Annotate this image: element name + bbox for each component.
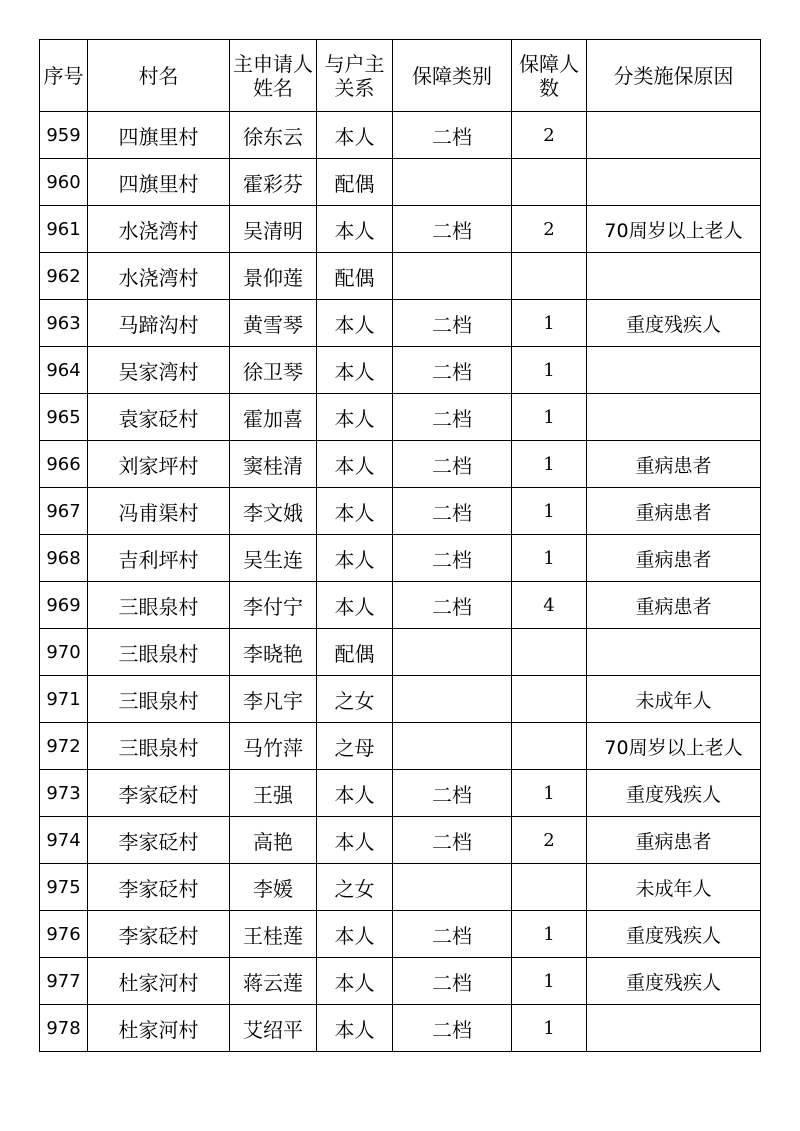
table-row <box>40 582 761 629</box>
cell-relation: 之女 <box>317 676 393 723</box>
cell-count: 1 <box>512 347 587 394</box>
cell-reason: 重病患者 <box>587 817 761 864</box>
cell-relation: 本人 <box>317 535 393 582</box>
cell-village: 冯甫渠村 <box>88 488 230 535</box>
cell-village: 马蹄沟村 <box>88 300 230 347</box>
table-row <box>40 206 761 253</box>
cell-relation: 本人 <box>317 488 393 535</box>
cell-count: 1 <box>512 1005 587 1052</box>
cell-reason: 重度残疾人 <box>587 770 761 817</box>
cell-count <box>512 676 587 723</box>
table-row <box>40 300 761 347</box>
cell-category: 二档 <box>393 1005 512 1052</box>
table-row <box>40 253 761 300</box>
cell-reason: 重病患者 <box>587 488 761 535</box>
cell-reason <box>587 394 761 441</box>
header-count: 保障人数 <box>512 40 587 112</box>
cell-count: 1 <box>512 441 587 488</box>
cell-applicant-name: 高艳 <box>230 817 317 864</box>
cell-applicant-name: 李付宁 <box>230 582 317 629</box>
cell-category <box>393 676 512 723</box>
cell-reason: 70周岁以上老人 <box>587 206 761 253</box>
cell-category <box>393 159 512 206</box>
cell-village: 三眼泉村 <box>88 582 230 629</box>
cell-applicant-name: 李凡宇 <box>230 676 317 723</box>
cell-applicant-name: 霍彩芬 <box>230 159 317 206</box>
table-row <box>40 535 761 582</box>
table-row <box>40 1005 761 1052</box>
table-row <box>40 394 761 441</box>
cell-seq: 962 <box>40 253 88 300</box>
cell-relation: 本人 <box>317 958 393 1005</box>
cell-reason: 重病患者 <box>587 582 761 629</box>
cell-count: 1 <box>512 770 587 817</box>
cell-applicant-name: 李晓艳 <box>230 629 317 676</box>
cell-village: 四旗里村 <box>88 159 230 206</box>
cell-village: 三眼泉村 <box>88 629 230 676</box>
cell-village: 水浇湾村 <box>88 206 230 253</box>
header-reason: 分类施保原因 <box>587 40 761 112</box>
cell-applicant-name: 窦桂清 <box>230 441 317 488</box>
table-row <box>40 770 761 817</box>
cell-applicant-name: 吴清明 <box>230 206 317 253</box>
table-row <box>40 347 761 394</box>
cell-category <box>393 864 512 911</box>
cell-reason: 70周岁以上老人 <box>587 723 761 770</box>
cell-count: 2 <box>512 206 587 253</box>
cell-applicant-name: 李媛 <box>230 864 317 911</box>
assistance-roster-table <box>39 39 761 1052</box>
cell-applicant-name: 徐东云 <box>230 112 317 159</box>
cell-count <box>512 159 587 206</box>
cell-relation: 配偶 <box>317 159 393 206</box>
table-header <box>40 40 761 112</box>
table-row <box>40 112 761 159</box>
cell-village: 三眼泉村 <box>88 676 230 723</box>
cell-village: 水浇湾村 <box>88 253 230 300</box>
cell-village: 吴家湾村 <box>88 347 230 394</box>
cell-count: 1 <box>512 300 587 347</box>
cell-applicant-name: 王桂莲 <box>230 911 317 958</box>
cell-count <box>512 864 587 911</box>
table-row <box>40 723 761 770</box>
cell-seq: 965 <box>40 394 88 441</box>
cell-village: 刘家坪村 <box>88 441 230 488</box>
cell-reason <box>587 629 761 676</box>
table-row <box>40 958 761 1005</box>
cell-seq: 977 <box>40 958 88 1005</box>
cell-village: 杜家河村 <box>88 958 230 1005</box>
cell-seq: 973 <box>40 770 88 817</box>
cell-relation: 本人 <box>317 817 393 864</box>
header-row <box>40 40 761 112</box>
cell-seq: 964 <box>40 347 88 394</box>
cell-category: 二档 <box>393 911 512 958</box>
cell-category: 二档 <box>393 347 512 394</box>
cell-village: 李家砭村 <box>88 770 230 817</box>
header-seq: 序号 <box>40 40 88 112</box>
cell-count: 2 <box>512 817 587 864</box>
table-row <box>40 488 761 535</box>
cell-village: 李家砭村 <box>88 817 230 864</box>
cell-seq: 970 <box>40 629 88 676</box>
cell-category <box>393 723 512 770</box>
cell-applicant-name: 蒋云莲 <box>230 958 317 1005</box>
cell-reason: 重度残疾人 <box>587 958 761 1005</box>
cell-reason <box>587 159 761 206</box>
cell-reason <box>587 1005 761 1052</box>
cell-village: 杜家河村 <box>88 1005 230 1052</box>
cell-category: 二档 <box>393 394 512 441</box>
cell-category: 二档 <box>393 535 512 582</box>
table-row <box>40 441 761 488</box>
cell-relation: 配偶 <box>317 629 393 676</box>
cell-applicant-name: 景仰莲 <box>230 253 317 300</box>
cell-reason: 重病患者 <box>587 441 761 488</box>
cell-relation: 配偶 <box>317 253 393 300</box>
table-row <box>40 629 761 676</box>
cell-village: 袁家砭村 <box>88 394 230 441</box>
cell-relation: 之女 <box>317 864 393 911</box>
cell-seq: 969 <box>40 582 88 629</box>
cell-count <box>512 253 587 300</box>
cell-seq: 978 <box>40 1005 88 1052</box>
cell-relation: 本人 <box>317 394 393 441</box>
cell-count: 2 <box>512 112 587 159</box>
cell-applicant-name: 马竹萍 <box>230 723 317 770</box>
cell-count <box>512 629 587 676</box>
cell-category: 二档 <box>393 770 512 817</box>
cell-applicant-name: 王强 <box>230 770 317 817</box>
cell-seq: 959 <box>40 112 88 159</box>
cell-village: 李家砭村 <box>88 864 230 911</box>
cell-seq: 966 <box>40 441 88 488</box>
cell-applicant-name: 艾绍平 <box>230 1005 317 1052</box>
cell-relation: 本人 <box>317 1005 393 1052</box>
cell-relation: 之母 <box>317 723 393 770</box>
cell-reason <box>587 112 761 159</box>
cell-seq: 972 <box>40 723 88 770</box>
cell-reason: 重病患者 <box>587 535 761 582</box>
cell-count: 1 <box>512 535 587 582</box>
cell-seq: 963 <box>40 300 88 347</box>
cell-category: 二档 <box>393 488 512 535</box>
cell-applicant-name: 吴生连 <box>230 535 317 582</box>
cell-category: 二档 <box>393 582 512 629</box>
cell-category: 二档 <box>393 112 512 159</box>
cell-applicant-name: 李文娥 <box>230 488 317 535</box>
cell-count: 1 <box>512 488 587 535</box>
cell-reason <box>587 253 761 300</box>
cell-count: 4 <box>512 582 587 629</box>
cell-category: 二档 <box>393 206 512 253</box>
cell-relation: 本人 <box>317 347 393 394</box>
cell-count: 1 <box>512 394 587 441</box>
cell-relation: 本人 <box>317 206 393 253</box>
cell-relation: 本人 <box>317 441 393 488</box>
cell-seq: 967 <box>40 488 88 535</box>
cell-category: 二档 <box>393 958 512 1005</box>
cell-relation: 本人 <box>317 582 393 629</box>
cell-reason <box>587 347 761 394</box>
cell-relation: 本人 <box>317 770 393 817</box>
cell-seq: 960 <box>40 159 88 206</box>
cell-category <box>393 253 512 300</box>
cell-relation: 本人 <box>317 300 393 347</box>
cell-applicant-name: 黄雪琴 <box>230 300 317 347</box>
cell-applicant-name: 徐卫琴 <box>230 347 317 394</box>
table-row <box>40 911 761 958</box>
cell-village: 三眼泉村 <box>88 723 230 770</box>
cell-seq: 971 <box>40 676 88 723</box>
header-category: 保障类别 <box>393 40 512 112</box>
cell-count: 1 <box>512 958 587 1005</box>
cell-category: 二档 <box>393 300 512 347</box>
cell-relation: 本人 <box>317 911 393 958</box>
cell-seq: 976 <box>40 911 88 958</box>
cell-relation: 本人 <box>317 112 393 159</box>
cell-reason: 重度残疾人 <box>587 911 761 958</box>
cell-seq: 961 <box>40 206 88 253</box>
table-row <box>40 676 761 723</box>
cell-seq: 975 <box>40 864 88 911</box>
header-relation: 与户主关系 <box>317 40 393 112</box>
table-row <box>40 159 761 206</box>
cell-village: 四旗里村 <box>88 112 230 159</box>
table-body <box>40 112 761 1052</box>
cell-village: 吉利坪村 <box>88 535 230 582</box>
cell-seq: 968 <box>40 535 88 582</box>
cell-category: 二档 <box>393 441 512 488</box>
cell-reason: 未成年人 <box>587 864 761 911</box>
header-village: 村名 <box>88 40 230 112</box>
header-applicant: 主申请人姓名 <box>230 40 317 112</box>
cell-village: 李家砭村 <box>88 911 230 958</box>
cell-seq: 974 <box>40 817 88 864</box>
cell-applicant-name: 霍加喜 <box>230 394 317 441</box>
cell-category <box>393 629 512 676</box>
table-row <box>40 817 761 864</box>
cell-category: 二档 <box>393 817 512 864</box>
cell-reason: 重度残疾人 <box>587 300 761 347</box>
cell-count <box>512 723 587 770</box>
cell-reason: 未成年人 <box>587 676 761 723</box>
cell-count: 1 <box>512 911 587 958</box>
table-row <box>40 864 761 911</box>
